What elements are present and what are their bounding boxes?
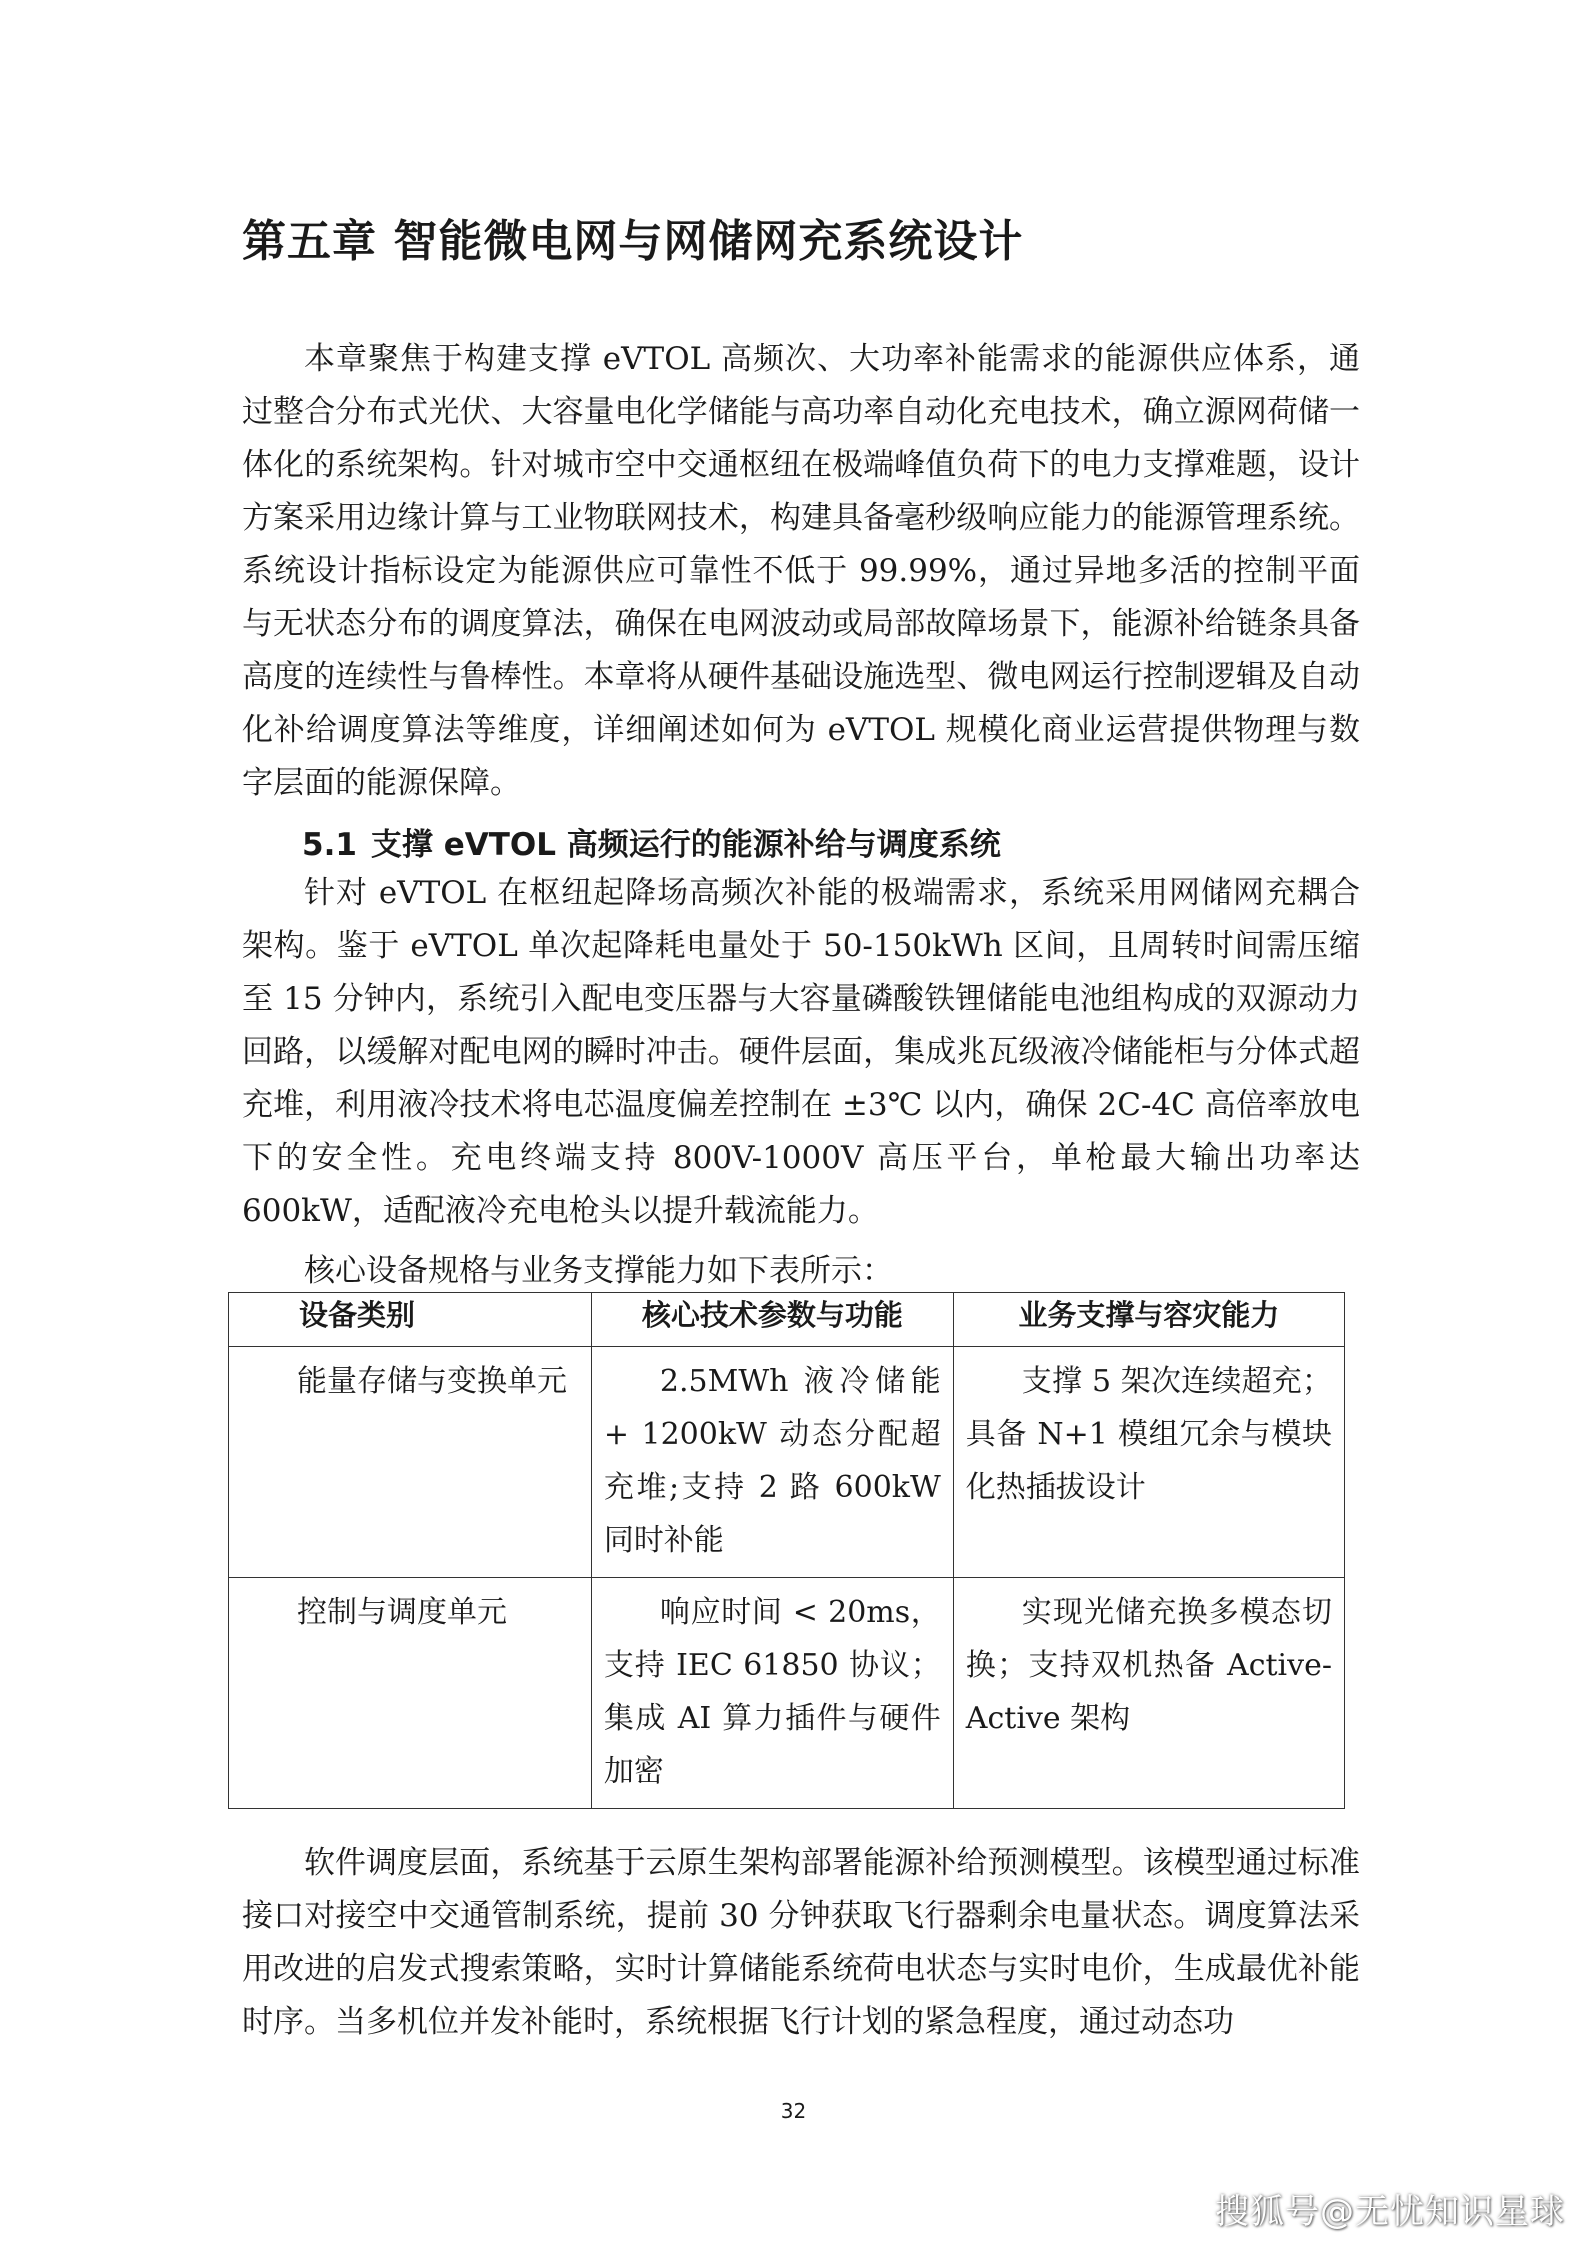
- table-cell: [229, 1347, 592, 1578]
- section-paragraph: 针对 eVTOL 在枢纽起降场高频次补能的极端需求，系统采用网储网充耦合架构。鉴于 eVTOL 单次起降耗电量处于 50-150kWh 区间，且周转时间需压缩至 15 分钟内，系统引入配电变压器与大容量磷酸铁锂储能电池组构成的双源动力回路，以缓解对配电网的瞬时冲击。硬件层面，集成兆瓦级液冷储能柜与分体式超充堆，利用液冷技术将电芯温度偏差控制在 ±3℃ 以内，确保 2C-4C 高倍率放电下的安全性。充电终端支持 800V-1000V 高压平台，单枪最大输出功率达 600kW，适配液冷充电枪头以提升载流能力。: [242, 875, 1360, 1229]
- table-header-row: [229, 1293, 1345, 1347]
- table-header-cell: 核心技术参数与功能: [591, 1293, 953, 1347]
- table-cell-text: 能量存储与变换单元: [297, 1364, 567, 1399]
- table-cell: [591, 1578, 953, 1809]
- table-header-cell: 业务支撑与容灾能力: [953, 1293, 1344, 1347]
- table-cell-text: 实现光储充换多模态切换；支持双机热备 Active-Active 架构: [965, 1595, 1332, 1736]
- table-cell-text: 控制与调度单元: [297, 1595, 507, 1630]
- section-heading: [302, 819, 1001, 864]
- table-cell-text: 响应时间 < 20ms，支持 IEC 61850 协议；集成 AI 算力插件与硬件加密: [603, 1595, 941, 1789]
- table-cell: [953, 1347, 1344, 1578]
- table-cell: [591, 1347, 953, 1578]
- intro-paragraph: 本章聚焦于构建支撑 eVTOL 高频次、大功率补能需求的能源供应体系，通过整合分布式光伏、大容量电化学储能与高功率自动化充电技术，确立源网荷储一体化的系统架构。针对城市空中交通枢纽在极端峰值负荷下的电力支撑难题，设计方案采用边缘计算与工业物联网技术，构建具备毫秒级响应能力的能源管理系统。系统设计指标设定为能源供应可靠性不低于 99.99%，通过异地多活的控制平面与无状态分布的调度算法，确保在电网波动或局部故障场景下，能源补给链条具备高度的连续性与鲁棒性。本章将从硬件基础设施选型、微电网运行控制逻辑及自动化补给调度算法等维度，详细阐述如何为 eVTOL 规模化商业运营提供物理与数字层面的能源保障。: [242, 341, 1360, 801]
- table-row: [229, 1578, 1345, 1809]
- chapter-title: 第五章 智能微电网与网储网充系统设计: [242, 216, 1024, 267]
- table-intro-paragraph: 核心设备规格与业务支撑能力如下表所示：: [304, 1253, 893, 1289]
- table-cell-text: 2.5MWh 液冷储能 + 1200kW 动态分配超充堆;支持 2 路 600kW 同时补能: [603, 1364, 941, 1558]
- table-header-cell: 设备类别: [229, 1293, 592, 1347]
- spec-table: [228, 1292, 1345, 1809]
- software-paragraph: 软件调度层面，系统基于云原生架构部署能源补给预测模型。该模型通过标准接口对接空中交通管制系统，提前 30 分钟获取飞行器剩余电量状态。调度算法采用改进的启发式搜索策略，实时计算储能系统荷电状态与实时电价，生成最优补能时序。当多机位并发补能时，系统根据飞行计划的紧急程度，通过动态功: [242, 1845, 1360, 2040]
- watermark: 搜狐号@无忧知识星球: [1215, 2192, 1565, 2232]
- table-cell: [229, 1578, 592, 1809]
- section-title: 支撑 eVTOL 高频运行的能源补给与调度系统: [370, 827, 1001, 863]
- section-number: 5.1: [302, 827, 357, 863]
- page-number: 32: [780, 2099, 807, 2123]
- table-cell-text: 支撑 5 架次连续超充；具备 N+1 模组冗余与模块化热插拔设计: [965, 1364, 1332, 1505]
- table-cell: [953, 1578, 1344, 1809]
- table-row: [229, 1347, 1345, 1578]
